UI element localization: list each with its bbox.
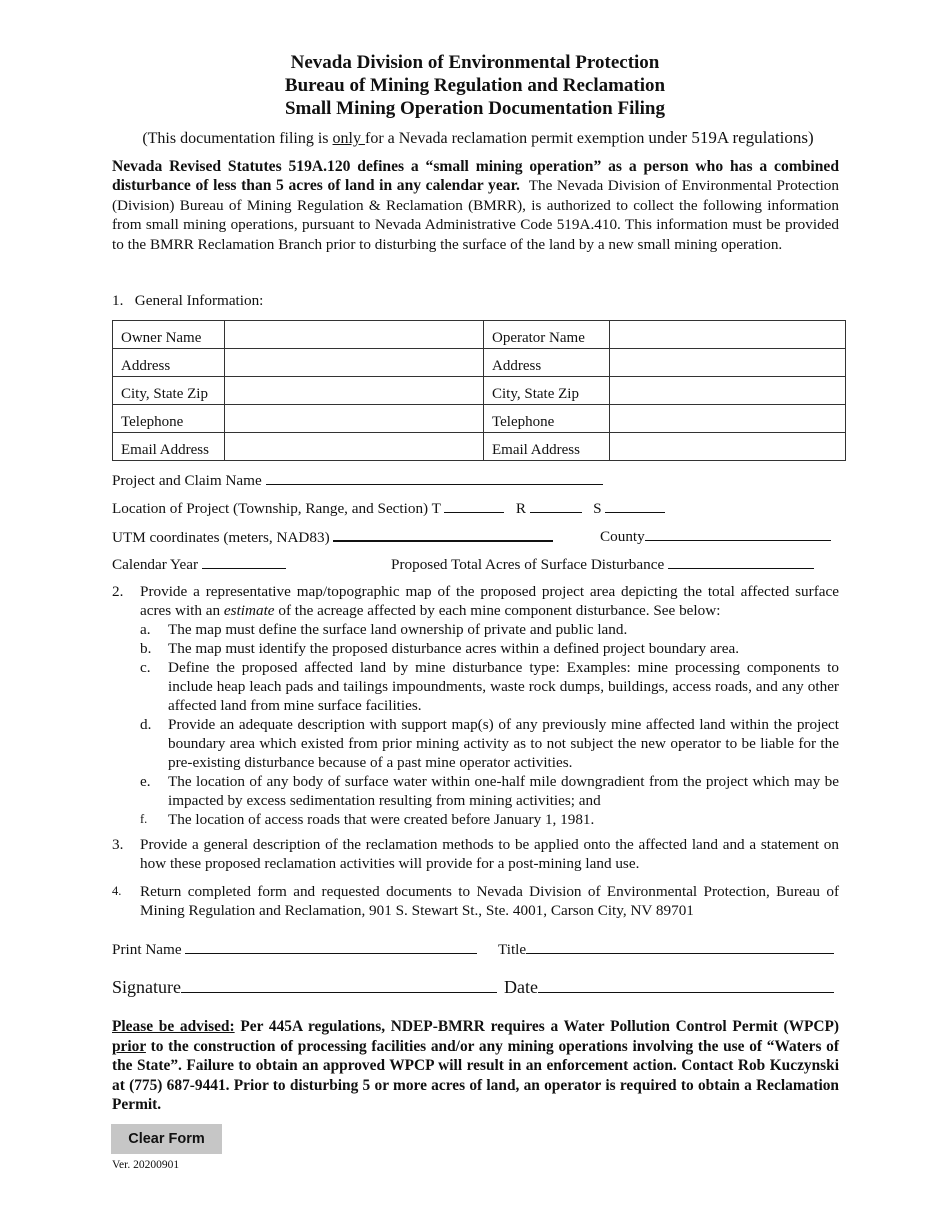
table-row xyxy=(113,377,846,405)
print-name-row xyxy=(112,939,477,959)
date-row xyxy=(504,977,834,998)
general-information-table xyxy=(112,320,846,461)
utm-field[interactable] xyxy=(333,526,553,542)
county-field[interactable] xyxy=(645,526,831,541)
range-label: R xyxy=(515,500,526,517)
table-row xyxy=(113,349,846,377)
title-label: Title xyxy=(498,941,527,958)
list-item: a. The map must define the surface land ownership of private and public land. xyxy=(140,621,628,638)
owner-name-label: Owner Name xyxy=(113,321,225,349)
operator-city-label: City, State Zip xyxy=(484,377,610,405)
section-field[interactable] xyxy=(605,498,665,513)
title-row xyxy=(498,939,834,959)
list-item: b. The map must identify the proposed disturbance acres within a defined project boundary area. xyxy=(140,640,740,657)
form-title: Small Mining Operation Documentation Filing xyxy=(284,98,666,119)
county-row xyxy=(600,526,831,546)
clear-form-button[interactable]: Clear Form xyxy=(111,1124,222,1154)
owner-city-label: City, State Zip xyxy=(113,377,225,405)
exemption-note: (This documentation filing is only for a Nevada reclamation permit exemption under 519A regulations) xyxy=(142,128,814,147)
operator-address-label: Address xyxy=(484,349,610,377)
date-label: Date xyxy=(504,977,538,997)
owner-telephone-label: Telephone xyxy=(113,405,225,433)
project-name-label: Project and Claim Name xyxy=(112,472,262,489)
location-row xyxy=(112,498,665,518)
operator-city-field[interactable] xyxy=(610,377,846,405)
owner-telephone-field[interactable] xyxy=(225,405,484,433)
list-item: f. The location of access roads that were created before January 1, 1981. xyxy=(140,811,595,828)
signature-label: Signature xyxy=(112,977,181,997)
section-2-intro: 2. Provide a representative map/topographic map of the proposed project area depicting the total affected surface acres with an estimate of the acreage affected by each mine component disturbance. See below: xyxy=(112,583,839,619)
operator-email-field[interactable] xyxy=(610,433,846,461)
list-item: d. Provide an adequate description with support map(s) of any previously mine affected land within the project boundary area which existed from prior mining activity as to not subject the new operator to be liable for the pre-existing disturbance because of a past mine operator activities. xyxy=(140,716,839,771)
acres-field[interactable] xyxy=(668,554,814,569)
project-name-field[interactable] xyxy=(266,470,603,485)
version-label: Ver. 20200901 xyxy=(112,1159,180,1171)
project-name-row xyxy=(112,470,603,490)
section-label: S xyxy=(593,500,602,517)
statute-definition: Nevada Revised Statutes 519A.120 defines a “small mining operation” as a person who has a combined disturbance of less than 5 acres of land in any calendar year. xyxy=(112,158,839,195)
table-row xyxy=(113,405,846,433)
advisory-notice: Please be advised: Per 445A regulations, NDEP-BMRR requires a Water Pollution Control Permit (WPCP) prior to the construction of processing facilities and/or any mining operations involving the use of “Waters of the State”. Failure to obtain an approved WPCP will result in an enforcement action. Contact Rob Kuczynski at (775) 687-9441. Prior to disturbing 5 or more acres of land, an operator is required to obtain a Reclamation Permit. xyxy=(112,1018,840,1114)
township-field[interactable] xyxy=(444,498,504,513)
owner-address-field[interactable] xyxy=(225,349,484,377)
list-item: e. The location of any body of surface water within one-half mile downgradient from the project which may be impacted by excess sedimentation resulting from mining activities; and xyxy=(140,773,839,809)
range-field[interactable] xyxy=(530,498,582,513)
owner-email-label: Email Address xyxy=(113,433,225,461)
owner-email-field[interactable] xyxy=(225,433,484,461)
operator-name-field[interactable] xyxy=(610,321,846,349)
signature-row xyxy=(112,977,497,998)
operator-name-label: Operator Name xyxy=(484,321,610,349)
intro-paragraph xyxy=(112,157,839,254)
print-name-label: Print Name xyxy=(112,941,182,958)
utm-row xyxy=(112,526,553,547)
owner-address-label: Address xyxy=(113,349,225,377)
section-3: 3. Provide a general description of the reclamation methods to be applied onto the affected land and a statement on how these proposed reclamation activities will provide for a post-mining land use. xyxy=(112,836,839,872)
calendar-year-field[interactable] xyxy=(202,554,286,569)
table-row xyxy=(113,321,846,349)
intro-text: The Nevada Division of Environmental Protection (Division) Bureau of Mining Regulation & Reclamation (BMRR), is authorized to collect the following information from small mining operations, pursuant to Nevada Administrative Code 519A.410. This information must be provided to the BMRR Reclamation Branch prior to disturbing the surface of the land by a new small mining operation. xyxy=(112,177,839,253)
owner-name-field[interactable] xyxy=(225,321,484,349)
section-1-heading: 1. General Information: xyxy=(112,292,264,309)
operator-telephone-field[interactable] xyxy=(610,405,846,433)
owner-city-field[interactable] xyxy=(225,377,484,405)
section-4: 4. Return completed form and requested documents to Nevada Division of Environmental Protection, Bureau of Mining Regulation and Reclamation, 901 S. Stewart St., Ste. 4001, Carson City, NV 89701 xyxy=(112,883,839,919)
bureau-title: Bureau of Mining Regulation and Reclamation xyxy=(284,75,666,96)
date-field[interactable] xyxy=(538,978,834,993)
acres-label: Proposed Total Acres of Surface Disturbance xyxy=(391,556,665,573)
form-header xyxy=(0,51,950,120)
county-label: County xyxy=(600,528,645,545)
calendar-year-row xyxy=(112,554,286,574)
agency-title: Nevada Division of Environmental Protection xyxy=(290,52,660,73)
section-2 xyxy=(112,582,839,829)
location-label: Location of Project (Township, Range, and Section) T xyxy=(112,500,441,517)
utm-label: UTM coordinates (meters, NAD83) xyxy=(112,529,330,546)
calendar-year-label: Calendar Year xyxy=(112,556,199,573)
operator-email-label: Email Address xyxy=(484,433,610,461)
operator-telephone-label: Telephone xyxy=(484,405,610,433)
title-field[interactable] xyxy=(526,939,834,954)
acres-row xyxy=(391,554,814,574)
operator-address-field[interactable] xyxy=(610,349,846,377)
print-name-field[interactable] xyxy=(185,939,477,954)
signature-field[interactable] xyxy=(181,978,497,993)
list-item: c. Define the proposed affected land by mine disturbance type: Examples: mine processing components to include heap leach pads and tailings impoundments, waste rock dumps, buildings, access roads, and any other affected land from mine surface facilities. xyxy=(140,659,839,714)
table-row xyxy=(113,433,846,461)
